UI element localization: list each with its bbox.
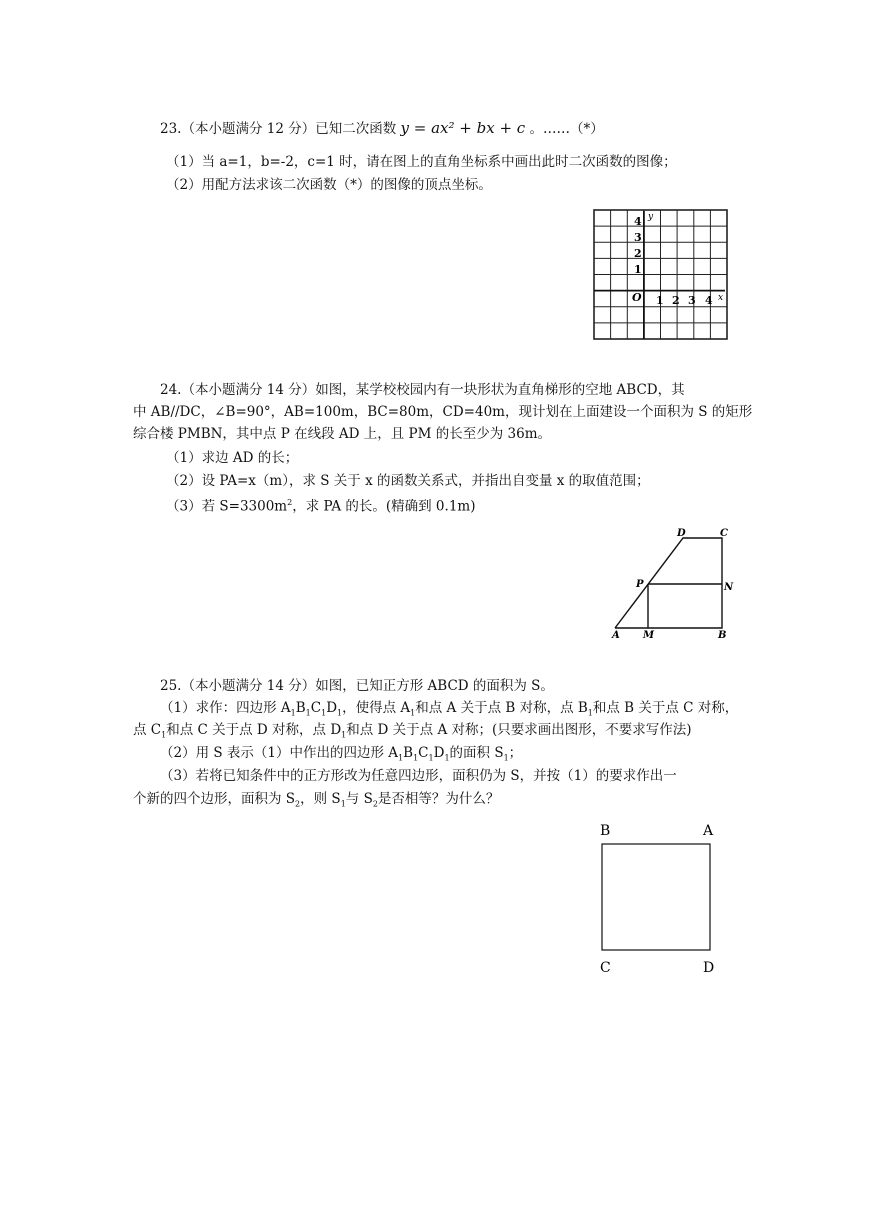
- q25-l6a: 个新的四个边形，面积为 S: [133, 791, 296, 807]
- q23-formula: y = ax² + bx + c: [400, 119, 526, 137]
- q25-part1-cont: [133, 721, 692, 745]
- q25-l2c: C: [310, 700, 322, 716]
- q25-l6c: 与 S: [345, 791, 373, 807]
- q24-part3-tail: ，求 PA 的长。(精确到 0.1m): [292, 498, 476, 515]
- q25-l4d: D: [433, 745, 445, 761]
- q24-line1: 24.（本小题满分 14 分）如图，某学校校园内有一块形状为直角梯形的空地 ABCD，其: [160, 382, 685, 398]
- label-m: M: [643, 630, 655, 641]
- x-axis-label: x: [718, 293, 724, 303]
- q24-part3-sup: 2: [287, 498, 293, 507]
- q23-heading: [160, 119, 604, 138]
- y-tick-4: 4: [634, 215, 642, 228]
- origin-label: O: [632, 291, 642, 304]
- q23-part1: （1）当 a=1，b=-2，c=1 时，请在图上的直角坐标系中画出此时二次函数的图像；: [166, 154, 677, 170]
- sub: 1: [321, 708, 327, 718]
- q24-line2: 中 AB//DC，∠B=90°，AB=100m，BC=80m，CD=40m，现计划在上面建设一个面积为 S 的矩形: [133, 404, 753, 420]
- label-b: B: [600, 823, 611, 839]
- sub: 1: [410, 708, 416, 718]
- q25-l4b: B: [403, 745, 414, 761]
- sub: 1: [444, 753, 450, 763]
- trapezoid-abcd: [615, 538, 722, 628]
- q25-part3: （3）若将已知条件中的正方形改为任意四边形，面积仍为 S，并按（1）的要求作出一: [160, 768, 677, 784]
- q25-l4e: 的面积 S: [449, 745, 504, 761]
- sub: 1: [398, 753, 404, 763]
- label-b: B: [718, 630, 727, 641]
- q25-l2d: D: [326, 700, 338, 716]
- sub: 2: [295, 799, 301, 809]
- sub: 2: [372, 799, 378, 809]
- grid-lines: [594, 210, 727, 339]
- q25-square-figure: [590, 820, 730, 980]
- sub: 1: [503, 753, 509, 763]
- x-tick-3: 3: [688, 294, 696, 307]
- square-abcd: [602, 844, 710, 950]
- x-tick-4: 4: [705, 294, 713, 307]
- y-tick-2: 2: [634, 247, 642, 260]
- label-n: N: [724, 582, 734, 593]
- q24-part2: （2）设 PA=x（m），求 S 关于 x 的函数关系式，并指出自变量 x 的取值范围；: [166, 473, 650, 489]
- sub: 1: [290, 708, 296, 718]
- q25-l4c: C: [418, 745, 429, 761]
- q24-trapezoid-figure: [605, 524, 735, 642]
- q25-l2g: 和点 B 关于点 C 对称，: [592, 700, 739, 716]
- q25-l4f: ；: [508, 745, 523, 761]
- q23-head: 23.（本小题满分 12 分）已知二次函数: [160, 121, 397, 137]
- sub: 1: [587, 708, 593, 718]
- q25-line1: 25.（本小题满分 14 分）如图，已知正方形 ABCD 的面积为 S。: [160, 678, 554, 694]
- q25-l4a: （2）用 S 表示（1）中作出的四边形 A: [160, 745, 399, 761]
- sub: 1: [428, 753, 434, 763]
- q25-part3-cont: [133, 790, 499, 814]
- y-tick-1: 1: [634, 263, 642, 276]
- label-a: A: [612, 630, 620, 641]
- q25-l6d: 是否相等？为什么？: [377, 791, 500, 807]
- q24-part3: [166, 494, 475, 516]
- sub: 1: [337, 708, 343, 718]
- q25-part2: [160, 744, 522, 768]
- q25-l2f: 和点 A 关于点 B 对称，点 B: [415, 700, 588, 716]
- q23-tail: 。……（*）: [529, 121, 604, 137]
- q25-l2b: B: [295, 700, 306, 716]
- sub: 1: [161, 730, 167, 740]
- q25-part1: [160, 699, 738, 723]
- label-a: A: [703, 823, 714, 839]
- sub: 1: [305, 708, 311, 718]
- label-d: D: [677, 528, 686, 539]
- label-d: D: [703, 960, 715, 976]
- x-tick-1: 1: [656, 294, 664, 307]
- q23-part2: （2）用配方法求该二次函数（*）的图像的顶点坐标。: [166, 177, 492, 193]
- label-p: P: [636, 579, 644, 590]
- q25-l6b: ，则 S: [300, 791, 341, 807]
- y-axis-label: y: [648, 212, 654, 222]
- q23-grid-figure: [592, 208, 730, 342]
- x-tick-labels: [656, 294, 713, 307]
- y-tick-3: 3: [634, 231, 642, 244]
- sub: 1: [341, 730, 347, 740]
- q24-part1: （1）求边 AD 的长；: [166, 450, 299, 466]
- label-c: C: [600, 960, 611, 976]
- q24-part3-text: （3）若 S=3300m: [166, 498, 288, 515]
- label-c: C: [720, 528, 728, 539]
- sub: 1: [340, 799, 346, 809]
- x-tick-2: 2: [672, 294, 680, 307]
- q25-l3a: 点 C: [133, 722, 162, 738]
- q24-line3: 综合楼 PMBN，其中点 P 在线段 AD 上，且 PM 的长至少为 36m。: [133, 426, 552, 442]
- q25-l3c: 和点 D 关于点 A 对称；(只要求画出图形，不要求写作法): [346, 722, 692, 738]
- y-tick-labels: [634, 215, 642, 276]
- q25-l2e: ，使得点 A: [342, 700, 411, 716]
- q25-l3b: 和点 C 关于点 D 对称，点 D: [166, 722, 342, 738]
- sub: 1: [413, 753, 419, 763]
- q25-l2a: （1）求作：四边形 A: [160, 700, 291, 716]
